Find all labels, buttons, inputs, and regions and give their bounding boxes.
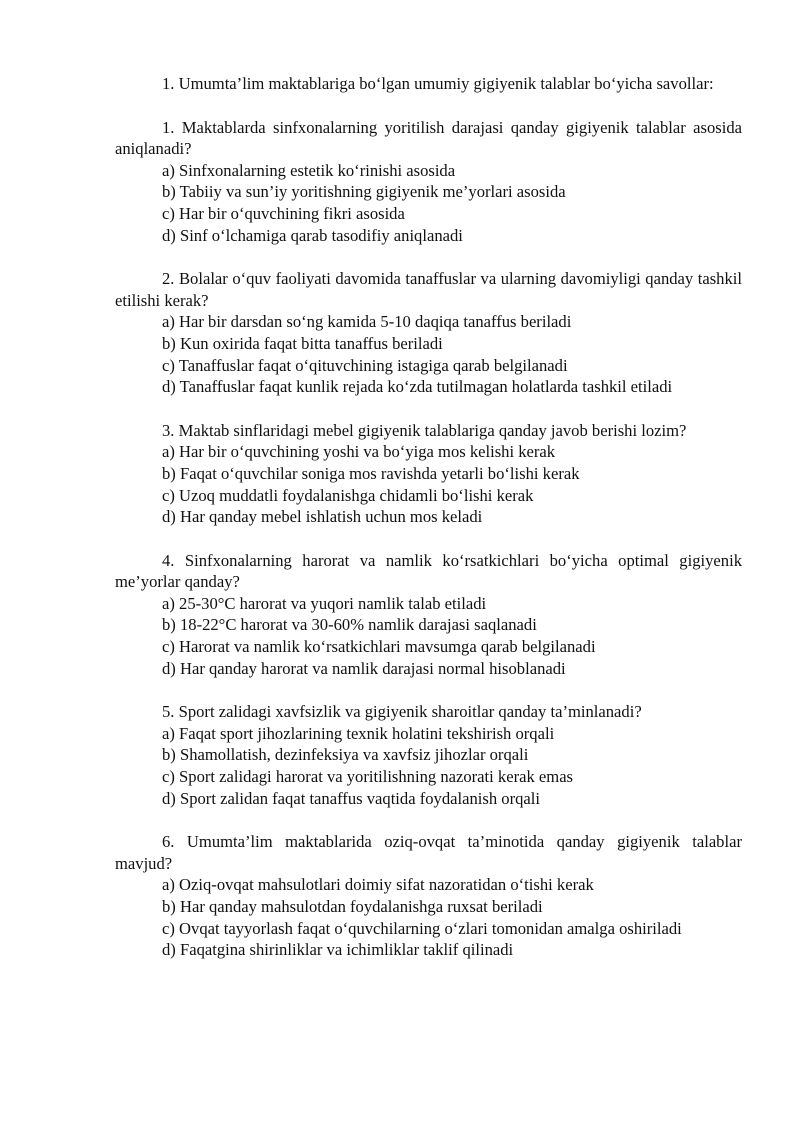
question-text: 2. Bolalar o‘quv faoliyati davomida tanaffuslar va ularning davomiyligi qanday tashkil etilishi kerak?	[115, 269, 742, 310]
question-text: 6. Umumta’lim maktablarida oziq-ovqat ta’minotida qanday gigiyenik talablar mavjud?	[115, 832, 742, 873]
option-a: a) Faqat sport jihozlarining texnik holatini tekshirish orqali	[162, 723, 555, 743]
option-a: a) Har bir darsdan so‘ng kamida 5-10 daqiqa tanaffus beriladi	[162, 312, 572, 332]
option-a: a) 25-30°C harorat va yuqori namlik talab etiladi	[162, 593, 487, 613]
question-text: 3. Maktab sinflaridagi mebel gigiyenik talablariga qanday javob berishi lozim?	[162, 420, 687, 440]
option-d: d) Har qanday harorat va namlik darajasi normal hisoblanadi	[162, 658, 566, 678]
option-b: b) Shamollatish, dezinfeksiya va xavfsiz jihozlar orqali	[162, 745, 529, 765]
option-b: b) 18-22°C harorat va 30-60% namlik darajasi saqlanadi	[162, 615, 537, 635]
option-c: c) Har bir o‘quvchining fikri asosida	[162, 203, 405, 223]
option-c: c) Ovqat tayyorlash faqat o‘quvchilarning o‘zlari tomonidan amalga oshiriladi	[162, 918, 682, 938]
question-4	[115, 550, 742, 680]
question-text: 4. Sinfxonalarning harorat va namlik ko‘rsatkichlari bo‘yicha optimal gigiyenik me’yorlar qanday?	[115, 550, 742, 592]
option-c: c) Tanaffuslar faqat o‘qituvchining istagiga qarab belgilanadi	[162, 355, 568, 375]
option-c: c) Uzoq muddatli foydalanishga chidamli bo‘lishi kerak	[162, 485, 534, 505]
option-c: c) Sport zalidagi harorat va yoritilishning nazorati kerak emas	[162, 767, 574, 787]
question-text: 5. Sport zalidagi xavfsizlik va gigiyenik sharoitlar qanday ta’minlanadi?	[162, 702, 642, 722]
option-b: b) Tabiiy va sun’iy yoritishning gigiyenik me’yorlari asosida	[162, 182, 566, 202]
option-b: b) Faqat o‘quvchilar soniga mos ravishda yetarli bo‘lishi kerak	[162, 463, 580, 483]
option-a: a) Sinfxonalarning estetik ko‘rinishi asosida	[162, 160, 456, 180]
option-d: d) Har qanday mebel ishlatish uchun mos keladi	[162, 507, 483, 527]
option-c: c) Harorat va namlik ko‘rsatkichlari mavsumga qarab belgilanadi	[162, 637, 596, 657]
question-3	[115, 420, 742, 528]
option-a: a) Oziq-ovqat mahsulotlari doimiy sifat nazoratidan o‘tishi kerak	[162, 875, 594, 895]
option-d: d) Faqatgina shirinliklar va ichimliklar taklif qilinadi	[162, 940, 514, 960]
option-b: b) Kun oxirida faqat bitta tanaffus beriladi	[162, 333, 443, 353]
option-a: a) Har bir o‘quvchining yoshi va bo‘yiga mos kelishi kerak	[162, 442, 556, 462]
section-heading: 1. Umumta’lim maktablariga bo‘lgan umumiy gigiyenik talablar bo‘yicha savollar:	[162, 74, 714, 93]
option-d: d) Sport zalidan faqat tanaffus vaqtida foydalanish orqali	[162, 788, 541, 808]
question-text: 1. Maktablarda sinfxonalarning yoritilish darajasi qanday gigiyenik talablar asosida aniqlanadi?	[115, 117, 742, 159]
document-page	[115, 73, 742, 983]
option-d: d) Sinf o‘lchamiga qarab tasodifiy aniqlanadi	[162, 225, 463, 245]
question-2	[115, 268, 742, 398]
question-1	[115, 117, 742, 247]
question-5	[115, 701, 742, 809]
question-6	[115, 831, 742, 961]
option-d: d) Tanaffuslar faqat kunlik rejada ko‘zda tutilmagan holatlarda tashkil etiladi	[162, 377, 673, 397]
option-b: b) Har qanday mahsulotdan foydalanishga ruxsat beriladi	[162, 897, 543, 916]
